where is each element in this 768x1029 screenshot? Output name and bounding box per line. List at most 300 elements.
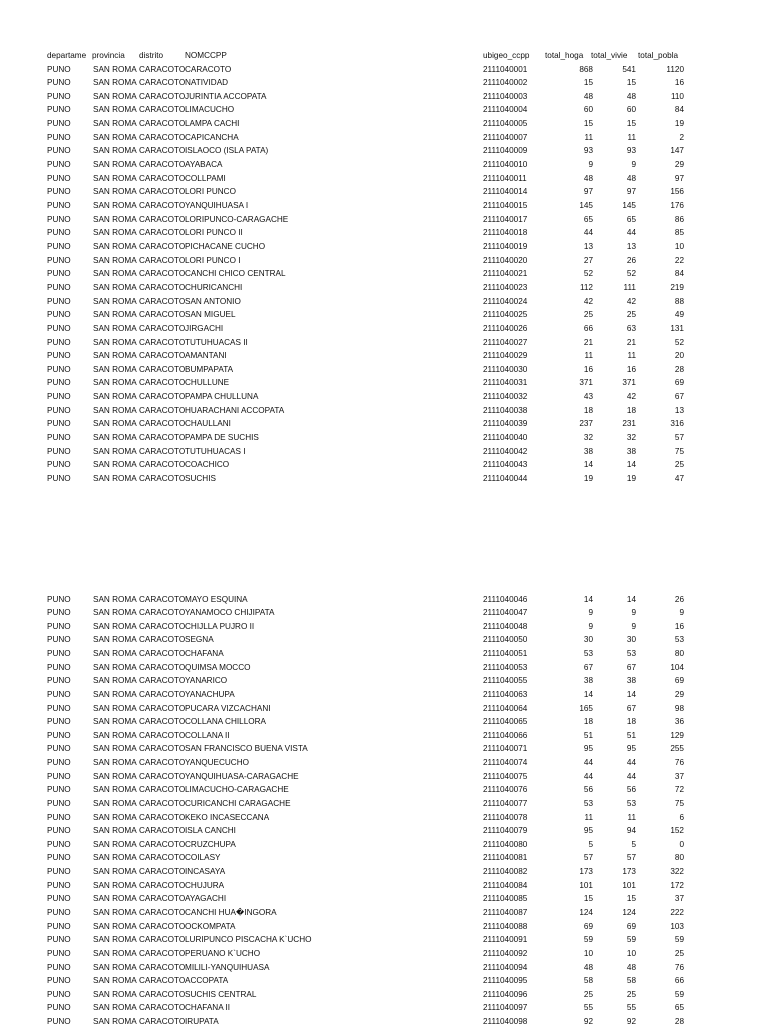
cell-total-hogares: 868 (579, 64, 593, 74)
table-row (0, 131, 768, 145)
cell-departamento: PUNO (47, 594, 71, 604)
cell-total-hogares: 38 (583, 446, 593, 456)
cell-distrito: CARACOTO (139, 880, 185, 890)
table-row (0, 172, 768, 186)
table-row (0, 633, 768, 647)
cell-total-hogares: 101 (579, 880, 593, 890)
cell-total-viviendas: 48 (626, 173, 636, 183)
cell-total-poblacion: 76 (674, 758, 684, 768)
cell-total-poblacion: 37 (674, 771, 684, 781)
cell-distrito: CARACOTO (139, 962, 185, 972)
cell-ubigeo: 2111040085 (483, 894, 528, 904)
cell-total-poblacion: 103 (670, 921, 684, 931)
cell-total-viviendas: 173 (622, 867, 636, 877)
cell-total-hogares: 14 (583, 594, 593, 604)
cell-distrito: CARACOTO (139, 744, 185, 754)
cell-nomccpp: YANQUECUCHO (185, 758, 249, 768)
cell-nomccpp: MAYO ESQUINA (185, 594, 248, 604)
cell-total-hogares: 145 (579, 201, 593, 210)
cell-nomccpp: CHAFANA (185, 649, 224, 659)
cell-nomccpp: SEGNA (185, 635, 214, 645)
cell-total-poblacion: 97 (674, 173, 684, 183)
table-row (0, 185, 768, 199)
cell-departamento: PUNO (47, 187, 71, 197)
cell-total-viviendas: 16 (626, 364, 636, 374)
cell-distrito: CARACOTO (139, 1003, 185, 1013)
cell-distrito: CARACOTO (139, 228, 185, 238)
cell-nomccpp: HUARACHANI ACCOPATA (185, 405, 285, 415)
cell-total-hogares: 9 (588, 621, 593, 631)
cell-provincia: SAN ROMA (93, 1017, 137, 1027)
cell-distrito: CARACOTO (139, 146, 185, 156)
cell-provincia: SAN ROMA (93, 78, 137, 88)
cell-provincia: SAN ROMA (93, 460, 137, 470)
cell-provincia: SAN ROMA (93, 119, 137, 129)
cell-departamento: PUNO (47, 894, 71, 904)
cell-departamento: PUNO (47, 405, 71, 415)
cell-total-poblacion: 1120 (666, 64, 684, 74)
cell-provincia: SAN ROMA (93, 214, 137, 224)
cell-departamento: PUNO (47, 976, 71, 986)
table-row (0, 158, 768, 172)
cell-provincia: SAN ROMA (93, 649, 137, 659)
cell-distrito: CARACOTO (139, 621, 185, 631)
cell-departamento: PUNO (47, 146, 71, 156)
cell-total-poblacion: 20 (674, 351, 684, 361)
cell-departamento: PUNO (47, 105, 71, 115)
cell-total-poblacion: 75 (674, 446, 684, 456)
cell-provincia: SAN ROMA (93, 433, 137, 443)
cell-total-poblacion: 19 (674, 119, 684, 129)
cell-distrito: CARACOTO (139, 812, 185, 822)
cell-total-poblacion: 222 (670, 907, 684, 917)
cell-total-poblacion: 219 (670, 282, 684, 292)
cell-provincia: SAN ROMA (93, 337, 137, 347)
cell-ubigeo: 2111040040 (483, 433, 528, 443)
cell-total-viviendas: 48 (626, 91, 636, 101)
cell-provincia: SAN ROMA (93, 635, 137, 645)
cell-total-viviendas: 92 (626, 1017, 636, 1027)
cell-distrito: CARACOTO (139, 241, 185, 251)
cell-ubigeo: 2111040064 (483, 703, 528, 713)
cell-ubigeo: 2111040001 (483, 64, 528, 74)
cell-provincia: SAN ROMA (93, 662, 137, 672)
cell-ubigeo: 2111040094 (483, 962, 528, 972)
cell-ubigeo: 2111040009 (483, 146, 528, 156)
cell-ubigeo: 2111040075 (483, 771, 528, 781)
cell-provincia: SAN ROMA (93, 446, 137, 456)
cell-provincia: SAN ROMA (93, 310, 137, 320)
cell-total-poblacion: 176 (670, 201, 684, 210)
cell-total-poblacion: 29 (674, 689, 684, 699)
cell-total-poblacion: 84 (674, 105, 684, 115)
cell-total-poblacion: 131 (670, 323, 684, 333)
cell-total-viviendas: 13 (626, 241, 636, 251)
cell-total-viviendas: 57 (626, 853, 636, 863)
cell-total-viviendas: 67 (626, 662, 636, 672)
cell-ubigeo: 2111040084 (483, 880, 528, 890)
cell-total-viviendas: 60 (626, 105, 636, 115)
cell-nomccpp: TUTUHUACAS I (185, 446, 246, 456)
table-row (0, 363, 768, 377)
cell-total-poblacion: 322 (670, 867, 684, 877)
cell-nomccpp: LORI PUNCO (185, 187, 236, 197)
table-row (0, 879, 768, 893)
table-row (0, 199, 768, 213)
cell-total-hogares: 10 (583, 948, 593, 958)
cell-nomccpp: KEKO INCASECCANA (185, 812, 270, 822)
cell-total-viviendas: 15 (626, 894, 636, 904)
cell-ubigeo: 2111040046 (483, 594, 528, 604)
table-row (0, 404, 768, 418)
cell-total-hogares: 27 (583, 255, 593, 265)
cell-total-poblacion: 22 (674, 255, 684, 265)
cell-distrito: CARACOTO (139, 119, 185, 129)
cell-total-hogares: 25 (583, 989, 593, 999)
cell-distrito: CARACOTO (139, 662, 185, 672)
cell-departamento: PUNO (47, 948, 71, 958)
table-row (0, 783, 768, 797)
cell-departamento: PUNO (47, 785, 71, 795)
cell-total-hogares: 9 (588, 160, 593, 170)
cell-total-viviendas: 14 (626, 689, 636, 699)
cell-total-poblacion: 26 (674, 594, 684, 604)
cell-ubigeo: 2111040076 (483, 785, 528, 795)
cell-departamento: PUNO (47, 119, 71, 129)
table-row (0, 281, 768, 295)
cell-total-hogares: 14 (583, 689, 593, 699)
header-distrito: distrito (139, 50, 164, 60)
cell-distrito: CARACOTO (139, 921, 185, 931)
cell-nomccpp: AYAGACHI (185, 894, 227, 904)
cell-departamento: PUNO (47, 935, 71, 945)
cell-nomccpp: CHULLUNE (185, 378, 230, 388)
cell-ubigeo: 2111040077 (483, 798, 528, 808)
cell-distrito: CARACOTO (139, 201, 185, 210)
table-row (0, 240, 768, 254)
cell-provincia: SAN ROMA (93, 392, 137, 402)
cell-departamento: PUNO (47, 812, 71, 822)
cell-total-hogares: 15 (583, 894, 593, 904)
cell-nomccpp: YANQUIHUASA-CARAGACHE (185, 771, 299, 781)
cell-total-poblacion: 67 (674, 392, 684, 402)
cell-ubigeo: 2111040063 (483, 689, 528, 699)
cell-distrito: CARACOTO (139, 948, 185, 958)
cell-ubigeo: 2111040047 (483, 608, 528, 618)
header-nomccpp: NOMCCPP (185, 50, 227, 60)
cell-total-poblacion: 9 (679, 608, 684, 618)
cell-total-poblacion: 88 (674, 296, 684, 306)
cell-ubigeo: 2111040048 (483, 621, 528, 631)
cell-provincia: SAN ROMA (93, 717, 137, 727)
cell-nomccpp: LORI PUNCO I (185, 255, 241, 265)
cell-total-hogares: 53 (583, 649, 593, 659)
cell-ubigeo: 2111040002 (483, 78, 528, 88)
cell-ubigeo: 2111040044 (483, 474, 528, 483)
table-row (0, 445, 768, 459)
cell-distrito: CARACOTO (139, 907, 185, 917)
cell-provincia: SAN ROMA (93, 907, 137, 917)
cell-total-poblacion: 28 (674, 364, 684, 374)
cell-provincia: SAN ROMA (93, 921, 137, 931)
cell-total-viviendas: 10 (626, 948, 636, 958)
cell-total-hogares: 69 (583, 921, 593, 931)
cell-departamento: PUNO (47, 907, 71, 917)
cell-total-poblacion: 59 (674, 935, 684, 945)
cell-total-poblacion: 59 (674, 989, 684, 999)
cell-total-viviendas: 15 (626, 78, 636, 88)
cell-total-hogares: 48 (583, 173, 593, 183)
cell-total-viviendas: 30 (626, 635, 636, 645)
table-row (0, 390, 768, 404)
cell-nomccpp: CRUZCHUPA (185, 839, 236, 849)
cell-total-hogares: 38 (583, 676, 593, 686)
cell-provincia: SAN ROMA (93, 241, 137, 251)
cell-total-viviendas: 38 (626, 676, 636, 686)
cell-total-hogares: 44 (583, 228, 593, 238)
cell-provincia: SAN ROMA (93, 594, 137, 604)
cell-total-hogares: 5 (588, 839, 593, 849)
cell-nomccpp: PERUANO K`UCHO (185, 948, 261, 958)
cell-nomccpp: LIMACUCHO-CARAGACHE (185, 785, 289, 795)
cell-departamento: PUNO (47, 662, 71, 672)
header-total-poblacion: total_pobla (638, 50, 679, 60)
cell-provincia: SAN ROMA (93, 730, 137, 740)
cell-ubigeo: 2111040011 (483, 173, 527, 183)
cell-total-viviendas: 97 (626, 187, 636, 197)
cell-total-poblacion: 156 (670, 187, 684, 197)
header-departamento: departame (47, 50, 87, 60)
cell-provincia: SAN ROMA (93, 839, 137, 849)
cell-total-hogares: 15 (583, 119, 593, 129)
cell-distrito: CARACOTO (139, 853, 185, 863)
cell-total-poblacion: 28 (674, 1017, 684, 1027)
cell-total-viviendas: 44 (626, 228, 636, 238)
cell-ubigeo: 2111040098 (483, 1017, 528, 1027)
table-row (0, 593, 768, 607)
cell-departamento: PUNO (47, 64, 71, 74)
cell-provincia: SAN ROMA (93, 269, 137, 279)
cell-nomccpp: TUTUHUACAS II (185, 337, 248, 347)
table-row (0, 376, 768, 390)
cell-total-hogares: 112 (579, 282, 593, 292)
cell-total-poblacion: 66 (674, 976, 684, 986)
cell-provincia: SAN ROMA (93, 880, 137, 890)
cell-distrito: CARACOTO (139, 378, 185, 388)
cell-distrito: CARACOTO (139, 976, 185, 986)
cell-total-hogares: 48 (583, 91, 593, 101)
cell-departamento: PUNO (47, 867, 71, 877)
cell-provincia: SAN ROMA (93, 228, 137, 238)
cell-provincia: SAN ROMA (93, 160, 137, 170)
cell-total-poblacion: 2 (679, 132, 684, 142)
cell-total-viviendas: 11 (627, 132, 636, 142)
cell-nomccpp: LIMACUCHO (185, 105, 235, 115)
cell-total-hogares: 52 (583, 269, 593, 279)
cell-total-hogares: 65 (583, 214, 593, 224)
cell-nomccpp: BUMPAPATA (185, 364, 234, 374)
cell-total-hogares: 16 (583, 364, 593, 374)
cell-total-hogares: 15 (583, 78, 593, 88)
cell-total-hogares: 56 (583, 785, 593, 795)
table-row (0, 906, 768, 920)
cell-total-poblacion: 86 (674, 214, 684, 224)
cell-distrito: CARACOTO (139, 105, 185, 115)
cell-total-hogares: 21 (583, 337, 593, 347)
cell-total-viviendas: 21 (626, 337, 636, 347)
cell-nomccpp: YANAMOCO CHIJIPATA (185, 608, 275, 618)
cell-ubigeo: 2111040027 (483, 337, 528, 347)
cell-total-hogares: 59 (583, 935, 593, 945)
cell-total-viviendas: 58 (626, 976, 636, 986)
cell-ubigeo: 2111040081 (483, 853, 528, 863)
cell-distrito: CARACOTO (139, 758, 185, 768)
cell-distrito: CARACOTO (139, 405, 185, 415)
table-row (0, 961, 768, 975)
cell-departamento: PUNO (47, 255, 71, 265)
table-row (0, 417, 768, 431)
cell-departamento: PUNO (47, 744, 71, 754)
cell-nomccpp: PUCARA VIZCACHANI (185, 703, 271, 713)
cell-provincia: SAN ROMA (93, 1003, 137, 1013)
cell-ubigeo: 2111040039 (483, 419, 528, 429)
cell-provincia: SAN ROMA (93, 812, 137, 822)
cell-departamento: PUNO (47, 378, 71, 388)
cell-provincia: SAN ROMA (93, 419, 137, 429)
cell-nomccpp: YANQUIHUASA I (185, 201, 249, 210)
table-row (0, 458, 768, 472)
cell-departamento: PUNO (47, 310, 71, 320)
cell-distrito: CARACOTO (139, 187, 185, 197)
cell-nomccpp: CHURICANCHI (185, 282, 243, 292)
cell-provincia: SAN ROMA (93, 853, 137, 863)
cell-total-hogares: 95 (583, 826, 593, 836)
cell-ubigeo: 2111040095 (483, 976, 528, 986)
cell-provincia: SAN ROMA (93, 785, 137, 795)
cell-total-poblacion: 129 (670, 730, 684, 740)
cell-provincia: SAN ROMA (93, 621, 137, 631)
cell-departamento: PUNO (47, 228, 71, 238)
table-row (0, 620, 768, 634)
cell-nomccpp: SAN FRANCISCO BUENA VISTA (185, 744, 308, 754)
cell-total-poblacion: 110 (670, 91, 684, 101)
cell-total-viviendas: 95 (626, 744, 636, 754)
cell-ubigeo: 2111040005 (483, 119, 528, 129)
cell-total-hogares: 124 (579, 907, 593, 917)
cell-distrito: CARACOTO (139, 894, 185, 904)
cell-distrito: CARACOTO (139, 826, 185, 836)
cell-distrito: CARACOTO (139, 474, 185, 483)
cell-provincia: SAN ROMA (93, 201, 137, 210)
cell-nomccpp: COLLANA II (185, 730, 230, 740)
cell-departamento: PUNO (47, 78, 71, 88)
cell-total-viviendas: 25 (626, 989, 636, 999)
cell-ubigeo: 2111040066 (483, 730, 528, 740)
cell-nomccpp: CHAULLANI (185, 419, 231, 429)
cell-total-poblacion: 85 (674, 228, 684, 238)
cell-nomccpp: AMANTANI (185, 351, 227, 361)
cell-total-hogares: 43 (583, 392, 593, 402)
table-row (0, 674, 768, 688)
cell-provincia: SAN ROMA (93, 64, 137, 74)
cell-departamento: PUNO (47, 296, 71, 306)
cell-provincia: SAN ROMA (93, 703, 137, 713)
cell-departamento: PUNO (47, 853, 71, 863)
cell-total-viviendas: 231 (622, 419, 636, 429)
cell-departamento: PUNO (47, 351, 71, 361)
cell-total-viviendas: 9 (631, 160, 636, 170)
cell-total-poblacion: 316 (670, 419, 684, 429)
cell-distrito: CARACOTO (139, 717, 185, 727)
cell-total-viviendas: 145 (622, 201, 636, 210)
header-ubigeo: ubigeo_ccpp (483, 50, 530, 60)
cell-departamento: PUNO (47, 880, 71, 890)
cell-distrito: CARACOTO (139, 989, 185, 999)
cell-total-hogares: 18 (583, 405, 593, 415)
table-row (0, 431, 768, 445)
cell-nomccpp: SAN MIGUEL (185, 310, 236, 320)
cell-nomccpp: PAMPA DE SUCHIS (185, 433, 259, 443)
cell-distrito: CARACOTO (139, 296, 185, 306)
cell-total-viviendas: 94 (626, 826, 636, 836)
cell-total-viviendas: 25 (626, 310, 636, 320)
cell-total-viviendas: 53 (626, 649, 636, 659)
cell-provincia: SAN ROMA (93, 962, 137, 972)
cell-departamento: PUNO (47, 1017, 71, 1027)
table-row (0, 254, 768, 268)
cell-total-viviendas: 55 (626, 1003, 636, 1013)
cell-total-hogares: 173 (579, 867, 593, 877)
cell-departamento: PUNO (47, 282, 71, 292)
cell-distrito: CARACOTO (139, 839, 185, 849)
table-row (0, 226, 768, 240)
cell-departamento: PUNO (47, 392, 71, 402)
cell-provincia: SAN ROMA (93, 474, 137, 483)
cell-nomccpp: QUIMSA MOCCO (185, 662, 251, 672)
cell-departamento: PUNO (47, 730, 71, 740)
cell-nomccpp: SUCHIS (185, 474, 216, 483)
cell-total-viviendas: 541 (622, 64, 636, 74)
table-row (0, 974, 768, 988)
cell-distrito: CARACOTO (139, 689, 185, 699)
cell-total-hogares: 32 (583, 433, 593, 443)
cell-ubigeo: 2111040024 (483, 296, 528, 306)
cell-ubigeo: 2111040003 (483, 91, 528, 101)
cell-distrito: CARACOTO (139, 132, 185, 142)
cell-departamento: PUNO (47, 160, 71, 170)
cell-ubigeo: 2111040088 (483, 921, 528, 931)
cell-provincia: SAN ROMA (93, 364, 137, 374)
cell-nomccpp: SAN ANTONIO (185, 296, 241, 306)
cell-total-hogares: 67 (583, 662, 593, 672)
cell-total-poblacion: 13 (674, 405, 684, 415)
cell-total-viviendas: 18 (626, 405, 636, 415)
cell-distrito: CARACOTO (139, 1017, 185, 1027)
cell-provincia: SAN ROMA (93, 989, 137, 999)
cell-total-poblacion: 25 (674, 460, 684, 470)
cell-total-poblacion: 57 (674, 433, 684, 443)
cell-provincia: SAN ROMA (93, 798, 137, 808)
cell-total-poblacion: 152 (670, 826, 684, 836)
cell-distrito: CARACOTO (139, 649, 185, 659)
cell-total-viviendas: 5 (631, 839, 636, 849)
cell-ubigeo: 2111040007 (483, 132, 528, 142)
cell-total-poblacion: 76 (674, 962, 684, 972)
cell-total-poblacion: 65 (674, 1003, 684, 1013)
cell-nomccpp: YANACHUPA (185, 689, 235, 699)
cell-provincia: SAN ROMA (93, 378, 137, 388)
cell-distrito: CARACOTO (139, 323, 185, 333)
